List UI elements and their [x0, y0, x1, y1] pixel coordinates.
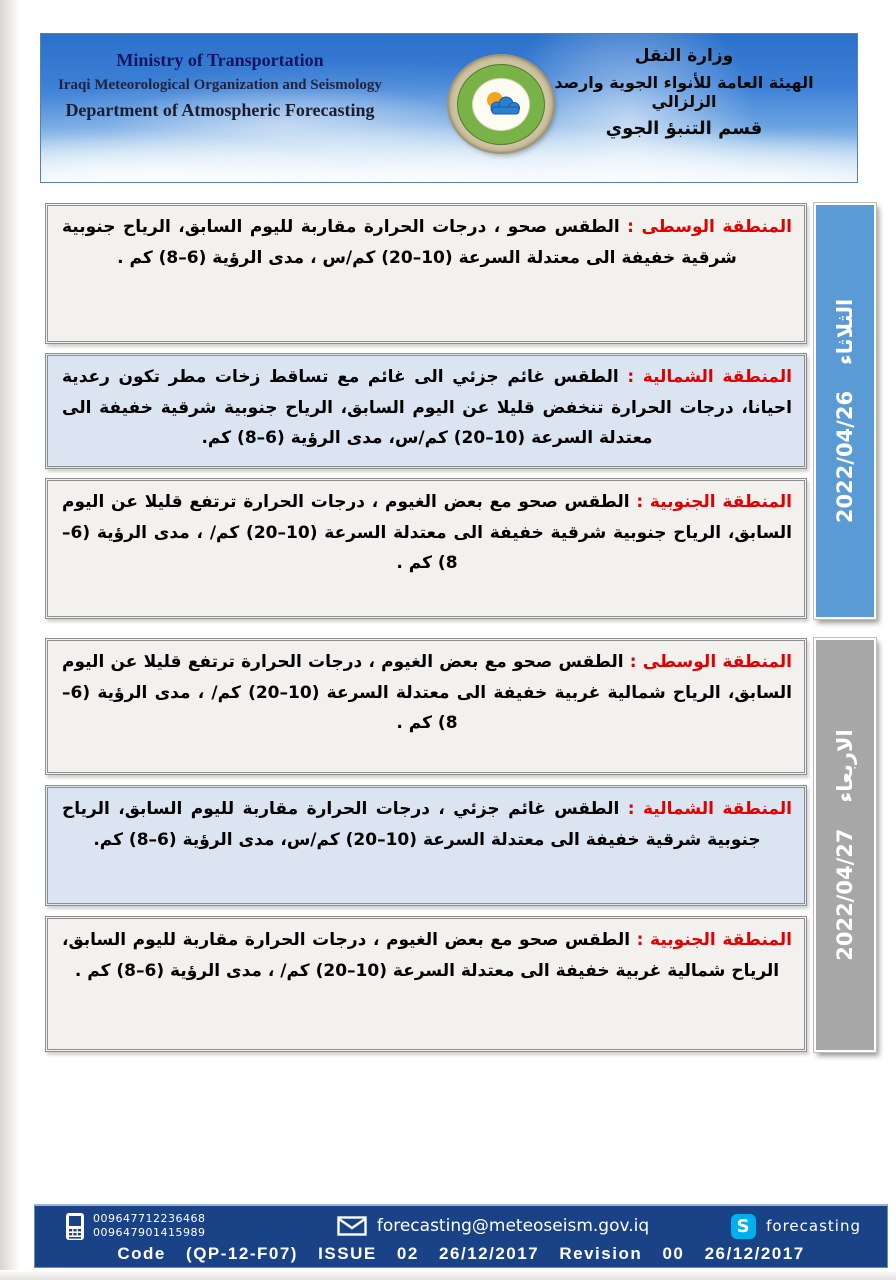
english-letterhead: [55, 48, 385, 121]
colon-separator: :: [619, 217, 642, 237]
organization-title-ar: الهيئة العامة للأنواء الجوية وارصد الزلزالي: [554, 73, 814, 111]
forecast-body: الطقس صحو مع بعض الغيوم ، درجات الحرارة ترتفع قليلا عن اليوم السابق، الرياح جنوبية شرقية خفيفة الى معتدلة السرعة (10–20) كم/ ، مدى الرؤية (6–8) كم .: [62, 492, 792, 574]
photo-bottom-edge: [0, 1270, 896, 1280]
colon-separator: :: [619, 799, 643, 819]
region-title: المنطقة الشمالية: [642, 799, 792, 819]
colon-separator: :: [618, 367, 643, 387]
forecast-body: الطقس صحو ، درجات الحرارة مقاربة لليوم السابق، الرياح جنوبية شرقية خفيفة الى معتدلة السرعة (10–20) كم/س ، مدى الرؤية (6–8) كم .: [62, 217, 737, 268]
forecast-paragraph: [62, 362, 792, 454]
tuesday-forecast-column: [45, 203, 807, 619]
envelope-icon: [337, 1216, 367, 1236]
wednesday-forecast-column: [45, 638, 807, 1052]
forecast-body: الطقس صحو مع بعض الغيوم ، درجات الحرارة مقاربة لليوم السابق، الرياح شمالية غربية خفيفة الى معتدلة السرعة (10–20) كم/ ، مدى الرؤية (6–8) كم .: [62, 930, 780, 981]
tuesday-date-tab: [814, 203, 876, 619]
letterhead-banner: [40, 33, 858, 183]
wednesday-northern-region-box: [45, 785, 807, 906]
forecast-paragraph: [62, 647, 792, 739]
arabic-letterhead: [529, 46, 839, 139]
phone-number-1: 009647712236468: [93, 1212, 206, 1226]
tuesday-date-text: [833, 299, 857, 523]
email-contact: [315, 1216, 671, 1236]
day-date: 2022/04/26: [833, 390, 857, 524]
logo-sun-cloud-icon: [472, 78, 530, 131]
skype-letter: S: [736, 1215, 751, 1237]
document-code-line: Code (QP-12-F07) ISSUE 02 26/12/2017 Revision 00 26/12/2017: [117, 1244, 805, 1263]
forecast-body: الطقس صحو مع بعض الغيوم ، درجات الحرارة ترتفع قليلا عن اليوم السابق، الرياح شمالية غربية خفيفة الى معتدلة السرعة (10–20) كم/ ، مدى الرؤية (6–8) كم .: [62, 652, 792, 734]
region-title: المنطقة الجنوبية: [650, 930, 792, 950]
photo-left-edge: [0, 0, 20, 1280]
forecast-body: الطقس غائم جزئي ، درجات الحرارة مقاربة لليوم السابق، الرياح جنوبية شرقية خفيفة الى معتدلة السرعة (10–20) كم/س، مدى الرؤية (6–8) كم.: [62, 799, 761, 850]
phone-number-2: 009647901415989: [93, 1226, 206, 1239]
forecast-day-wednesday: [45, 638, 876, 1052]
forecast-paragraph: [62, 212, 792, 273]
colon-separator: :: [629, 492, 650, 512]
region-title: المنطقة الجنوبية: [649, 492, 793, 512]
colon-separator: :: [623, 652, 643, 672]
ministry-title-en: Ministry of Transportation: [116, 50, 324, 70]
skype-contact: [671, 1214, 861, 1239]
forecast-day-tuesday: [45, 203, 876, 619]
skype-username: forecasting: [766, 1217, 861, 1235]
day-name: الثلاثاء: [833, 298, 857, 365]
wednesday-southern-region-box: [45, 916, 807, 1052]
phone-contact: [65, 1212, 315, 1241]
contact-row: [35, 1206, 887, 1244]
forecast-body: الطقس غائم جزئي الى غائم مع تساقط زخات مطر تكون رعدية احيانا، درجات الحرارة تنخفض قليلا عن اليوم السابق، الرياح جنوبية شرقية خفيفة الى معتدلة السرعة (10–20) كم/س، مدى الرؤية (6–8) كم.: [62, 367, 792, 449]
day-name: الاربعاء: [833, 729, 857, 803]
forecast-paragraph: [62, 487, 792, 579]
mobile-phone-icon: [65, 1212, 85, 1241]
skype-icon: [731, 1214, 756, 1239]
forecast-paragraph: [62, 925, 792, 986]
department-title-ar: قسم التنبؤ الجوي: [605, 118, 763, 139]
department-title-en: Department of Atmospheric Forecasting: [65, 100, 375, 120]
wednesday-date-tab: [814, 638, 876, 1052]
email-address: forecasting@meteoseism.gov.iq: [376, 1216, 650, 1236]
colon-separator: :: [630, 930, 651, 950]
ministry-title-ar: وزارة النقل: [634, 46, 734, 66]
phone-numbers: [93, 1212, 205, 1240]
tuesday-central-region-box: [45, 203, 807, 344]
region-title: المنطقة الوسطى: [642, 652, 793, 672]
wednesday-central-region-box: [45, 638, 807, 775]
wednesday-date-text: [833, 729, 857, 961]
day-date: 2022/04/27: [833, 828, 857, 961]
region-title: المنطقة الشمالية: [642, 367, 792, 387]
tuesday-southern-region-box: [45, 478, 807, 619]
organization-title-en: Iraqi Meteorological Organization and Seismology: [58, 77, 382, 93]
region-title: المنطقة الوسطى: [641, 217, 792, 237]
tuesday-northern-region-box: [45, 353, 807, 469]
contact-footer: [34, 1204, 888, 1268]
forecast-paragraph: [62, 794, 792, 855]
